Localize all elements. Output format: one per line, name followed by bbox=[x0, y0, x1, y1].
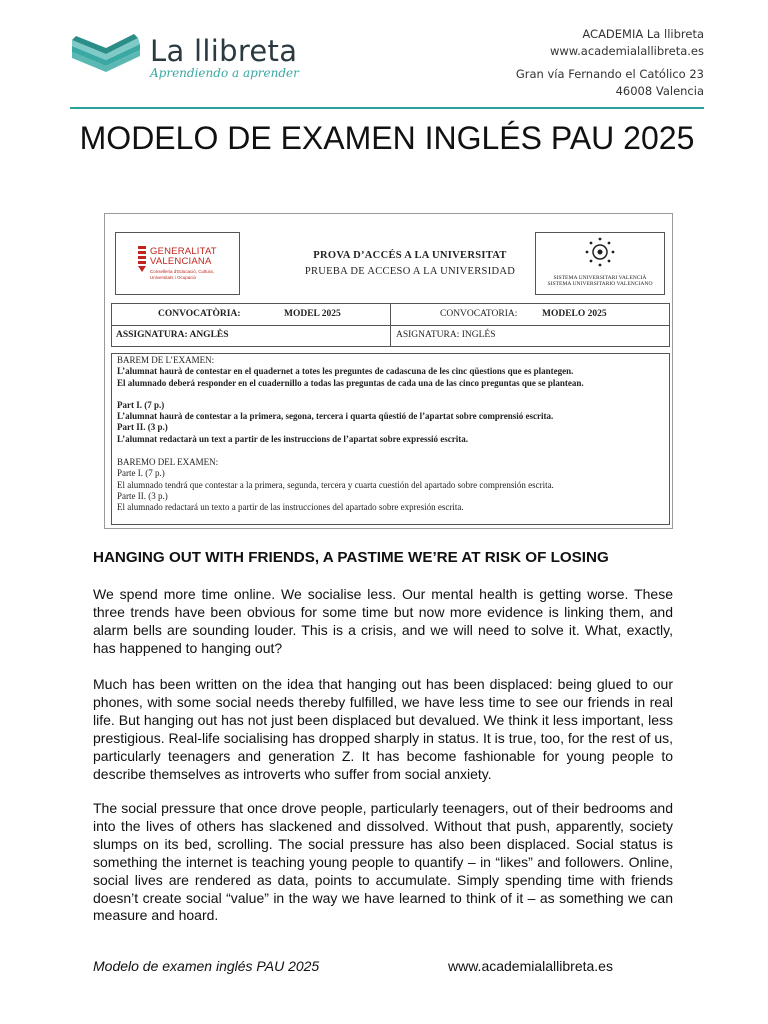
header-divider bbox=[70, 107, 704, 109]
generalitat-logo-box bbox=[115, 232, 240, 295]
barem-line: Part II. (3 p.) bbox=[117, 422, 168, 432]
barem-line: El alumnado redactará un texto a partir de las instrucciones del apartado sobre expresión escrita. bbox=[117, 502, 464, 512]
barem-line: L’alumnat haurà de contestar en el quadernet a totes les preguntes de cadascuna de les cinc qüestions que es plantegen. bbox=[117, 366, 574, 376]
convocation-value-es: MODELO 2025 bbox=[542, 309, 607, 319]
brand-logo bbox=[68, 30, 299, 82]
brand-tagline: Aprendiendo a aprender bbox=[150, 66, 299, 80]
generalitat-name: GENERALITAT VALENCIANA bbox=[150, 246, 217, 267]
brand-name: La llibreta bbox=[150, 34, 298, 68]
exam-title-es: PRUEBA DE ACCESO A LA UNIVERSIDAD bbox=[304, 266, 516, 277]
subject-es: ASIGNATURA: INGLÉS bbox=[396, 330, 496, 340]
book-logo-icon bbox=[68, 32, 144, 78]
barem-line: Parte I. (7 p.) bbox=[117, 468, 165, 478]
barem-heading-va: BAREM DE L’EXAMEN: bbox=[117, 355, 215, 365]
barem-line: Parte II. (3 p.) bbox=[117, 491, 168, 501]
barem-line: Part I. (7 p.) bbox=[117, 400, 165, 410]
page-title: MODELO DE EXAMEN INGLÉS PAU 2025 bbox=[79, 120, 695, 156]
exam-header-scan bbox=[104, 213, 673, 529]
academy-name: ACADEMIA La llibreta bbox=[582, 27, 704, 41]
convocation-table bbox=[111, 303, 670, 347]
convocation-label-es: CONVOCATORIA: bbox=[440, 309, 518, 319]
subject-va: ASSIGNATURA: ANGLÈS bbox=[116, 330, 229, 340]
contact-block bbox=[516, 26, 704, 100]
barem-line: L’alumnat redactarà un text a partir de les instruccions de l’apartat sobre expressió escrita. bbox=[117, 434, 468, 444]
article-headline: HANGING OUT WITH FRIENDS, A PASTIME WE’RE AT RISK OF LOSING bbox=[93, 549, 609, 566]
generalitat-department: Conselleria d’Educació, Cultura, Universitats i Ocupació bbox=[150, 269, 215, 280]
barem-line: L’alumnat haurà de contestar a la primera, segona, tercera i quarta qüestió de l’apartat sobre comprensió escrita. bbox=[117, 411, 554, 421]
generalitat-emblem-icon bbox=[138, 246, 146, 272]
baremo-heading-es: BAREMO DEL EXAMEN: bbox=[117, 457, 219, 467]
grading-criteria-box bbox=[111, 353, 670, 525]
article-paragraph: We spend more time online. We socialise less. Our mental health is getting worse. These three trends have been obvious for some time but now more evidence is linking them, and alarm bells are sounding louder. This is a crisis, and we will need to solve it. What, exactly, has happened to hanging out? bbox=[93, 586, 673, 656]
table-divider bbox=[112, 325, 669, 326]
barem-line: El alumnado tendrá que contestar a la primera, segunda, tercera y cuarta cuestión del apartado sobre comprensión escrita. bbox=[117, 480, 554, 490]
footer-document-title: Modelo de examen inglés PAU 2025 bbox=[93, 958, 320, 974]
footer-website-link[interactable]: www.academialallibreta.es bbox=[448, 958, 613, 974]
convocation-label-va: CONVOCATÒRIA: bbox=[158, 309, 241, 319]
website-link[interactable]: www.academialallibreta.es bbox=[549, 44, 704, 58]
article-paragraph: Much has been written on the idea that hanging out has been displaced: being glued to our phones, with some social needs thereby fulfilled, we have less time to see our friends in real life. But hanging out has not just been displaced but devalued. We think it less important, less prestigious. Real-life socialising has dropped sharply in status. It is true, too, for the rest of us, particularly teenagers and generation Z. It has become fashionable for young people to describe themselves as introverts who suffer from social anxiety. bbox=[93, 676, 673, 782]
university-seal-icon bbox=[584, 236, 616, 274]
exam-title-va: PROVA D’ACCÉS A LA UNIVERSITAT bbox=[313, 250, 507, 261]
university-system-logo-box bbox=[535, 232, 665, 295]
university-system-va: SISTEMA UNIVERSITARI VALENCIÀ bbox=[553, 275, 647, 281]
address-line: Gran vía Fernando el Católico 23 bbox=[515, 67, 704, 81]
postal-line: 46008 Valencia bbox=[615, 84, 704, 98]
university-system-es: SISTEMA UNIVERSITARIO VALENCIANO bbox=[547, 281, 653, 287]
barem-line: El alumnado deberá responder en el cuadernillo a todas las preguntas de cada una de las cinco preguntas que se plantean. bbox=[117, 378, 584, 388]
article-paragraph: The social pressure that once drove people, particularly teenagers, out of their bedrooms and into the lives of others has slackened and dissolved. Without that push, apparently, society slumps on its bed, scrolling. The social pressure has also been displaced. Social status is something the internet is teaching young people to quantify – in “likes” and followers. Online, social lives are rendered as data, points to accumulate. Simply spending time with friends doesn’t create social “value” in the way we have learned to think of it – as something we can measure and hoard. bbox=[93, 800, 673, 924]
convocation-value-va: MODEL 2025 bbox=[284, 309, 341, 319]
